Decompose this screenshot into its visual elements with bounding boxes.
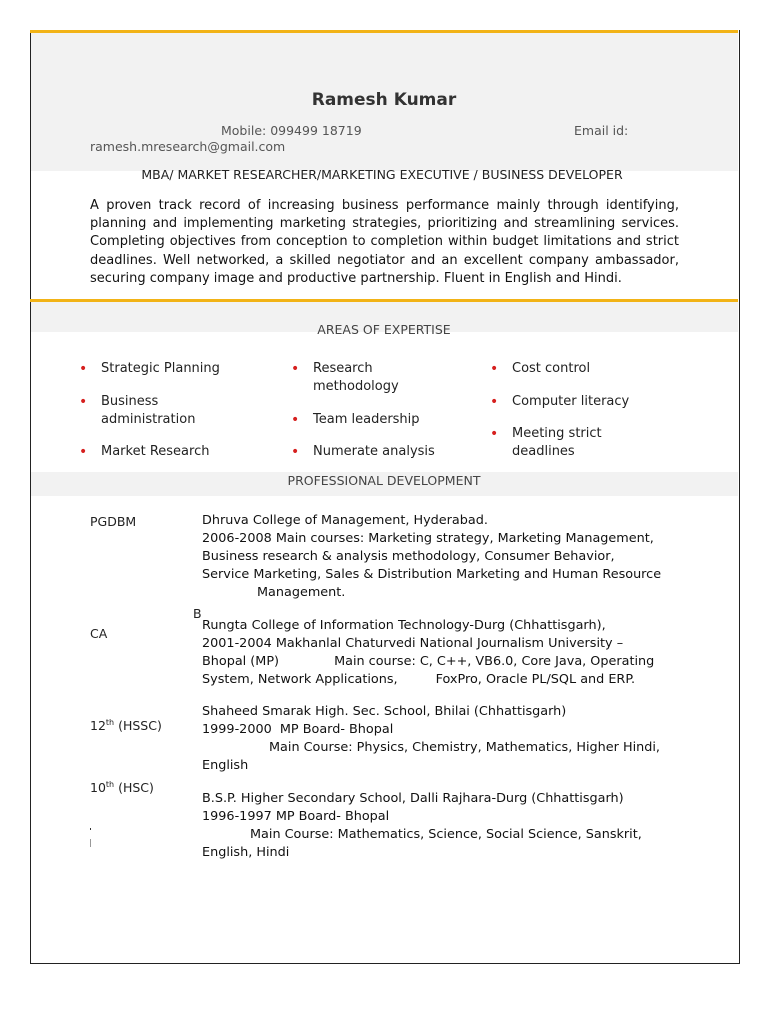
list-item: • Meeting strict deadlines [490, 425, 622, 461]
hsc-label-number: 10 [90, 780, 106, 796]
stray-mark [90, 828, 91, 830]
hssc-label-rest: (HSSC) [114, 718, 162, 734]
pgdbm-line-3: Business research & analysis methodology, Consumer Behavior, [202, 549, 615, 564]
hsc-line-3: Main Course: Mathematics, Science, Social Science, Sanskrit, [250, 827, 642, 842]
hsc-line-4: English, Hindi [202, 845, 290, 860]
ca-line-3-location: Bhopal (MP) [202, 654, 280, 669]
pgdbm-details [202, 512, 722, 602]
hsc-line-1: B.S.P. Higher Secondary School, Dalli Rajhara-Durg (Chhattisgarh) [202, 791, 624, 806]
hsc-label [90, 780, 154, 795]
ca-line-4-tools: FoxPro, Oracle PL/SQL and ERP. [435, 672, 636, 687]
ca-line-2: 2001-2004 Makhanlal Chaturvedi National Journalism University – [202, 636, 624, 651]
list-item: • Team leadership [291, 411, 441, 429]
hssc-line-3: Main Course: Physics, Chemistry, Mathematics, Higher Hindi, [269, 740, 660, 755]
pgdbm-line-4: Service Marketing, Sales & Distribution Marketing and Human Resource [202, 567, 662, 582]
ca-line-1: Rungta College of Information Technology-Durg (Chhattisgarh), [202, 618, 606, 633]
pgdbm-line-1: Dhruva College of Management, Hyderabad. [202, 513, 488, 528]
ca-line-4 [202, 671, 722, 689]
education-heading: PROFESSIONAL DEVELOPMENT [287, 473, 481, 488]
hssc-line-4: English [202, 758, 249, 773]
hssc-label [90, 718, 162, 733]
pgdbm-line-5: Management. [257, 585, 346, 600]
list-item: • Cost control [490, 360, 680, 378]
pgdbm-line-2: 2006-2008 Main courses: Marketing strategy, Marketing Management, [202, 531, 654, 546]
ca-line-3 [202, 653, 722, 671]
ca-label: CA [90, 626, 108, 641]
list-item: • Numerate analysis [291, 443, 441, 461]
candidate-name: Ramesh Kumar [311, 90, 457, 110]
hssc-label-sup: th [105, 718, 115, 727]
expertise-column-3 [490, 360, 680, 461]
pgdbm-label: PGDBM [90, 514, 137, 529]
hsc-label-rest: (HSC) [114, 780, 154, 796]
expertise-heading: AREAS OF EXPERTISE [317, 322, 451, 337]
summary-paragraph: A proven track record of increasing business performance mainly through identifying, planning and implementing marketing strategies, prioritizing and streamlining services. Completing objectives from conception to completion within budget limitations and strict deadlines. Well networked, a skilled negotiator and an excellent company ambassador, securing company image and productive partnership. Fluent in English and Hindi. [90, 198, 679, 286]
list-item: • Strategic Planning [79, 360, 269, 378]
stray-mark [90, 839, 91, 847]
list-item: • Research methodology [291, 360, 413, 396]
hsc-line-2: 1996-1997 MP Board- Bhopal [202, 809, 390, 824]
mobile-number: Mobile: 099499 18719 [221, 123, 362, 138]
list-item: • Business administration [79, 393, 211, 429]
hssc-line-2: 1999-2000 MP Board- Bhopal [202, 722, 394, 737]
stray-character: B [193, 606, 202, 621]
hssc-line-1: Shaheed Smarak High. Sec. School, Bhilai (Chhattisgarh) [202, 704, 567, 719]
email-label: Email id: [574, 123, 629, 138]
hsc-label-sup: th [105, 780, 115, 789]
ca-details [202, 617, 722, 689]
ca-line-3-course: Main course: C, C++, VB6.0, Core Java, Operating [334, 654, 655, 669]
list-item: • Market Research [79, 443, 269, 461]
hssc-details [202, 703, 722, 775]
expertise-column-1 [79, 360, 269, 461]
email-address: ramesh.mresearch@gmail.com [90, 139, 286, 154]
job-title: MBA/ MARKET RESEARCHER/MARKETING EXECUTIVE / BUSINESS DEVELOPER [141, 167, 623, 182]
hsc-details [202, 790, 722, 862]
expertise-column-2 [291, 360, 441, 461]
ca-line-4-network: System, Network Applications, [202, 672, 398, 687]
hssc-label-number: 12 [90, 718, 106, 734]
list-item: • Computer literacy [490, 393, 680, 411]
